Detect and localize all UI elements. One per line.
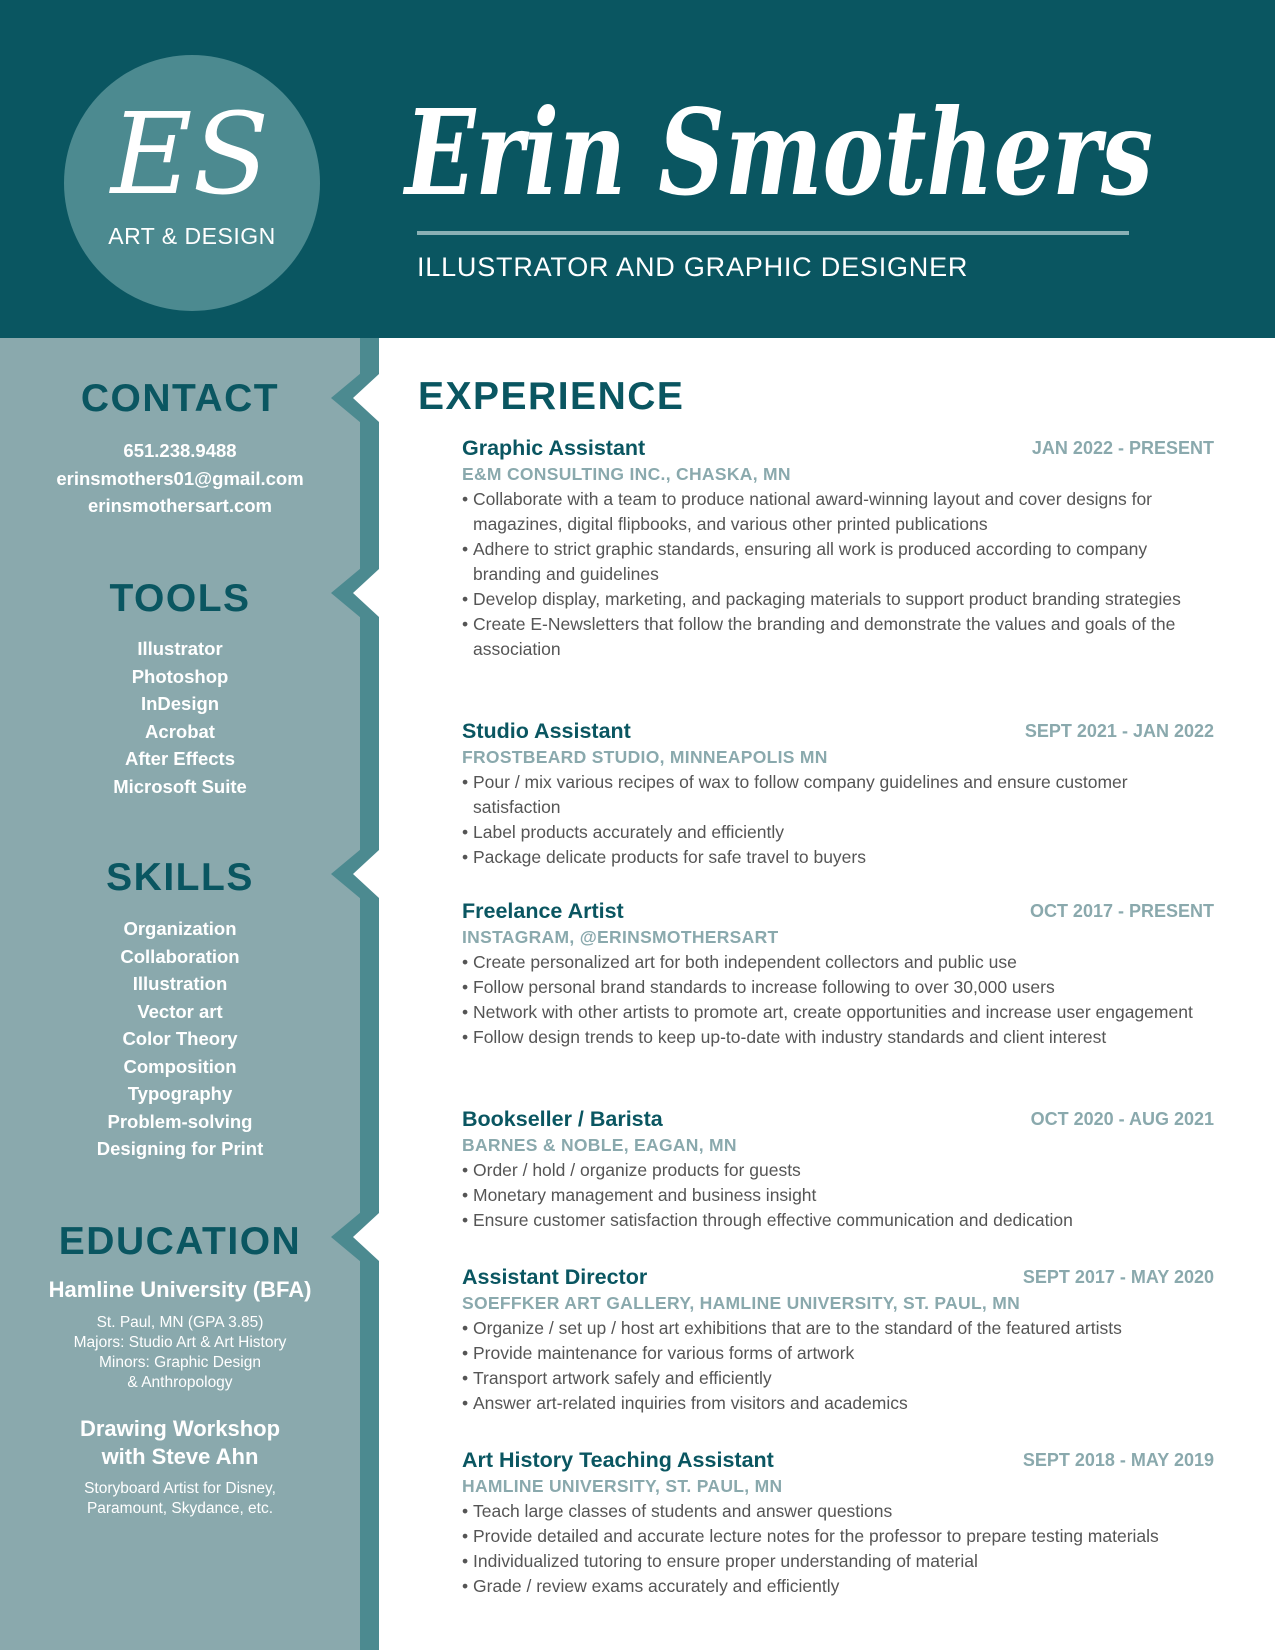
job-dates: OCT 2020 - AUG 2021 xyxy=(1030,1109,1214,1129)
logo-monogram-text: ES xyxy=(110,90,270,220)
tools-section xyxy=(0,579,360,800)
skill-item: Collaboration xyxy=(120,945,240,967)
skill-item: Organization xyxy=(123,918,237,939)
job-bullet: • Follow design trends to keep up-to-date with industry standards and client interest xyxy=(462,1025,1214,1050)
job-bullet: • Teach large classes of students and answer questions xyxy=(462,1499,1214,1524)
job-bullet: • Network with other artists to promote art, create opportunities and increase user engagement xyxy=(462,1000,1214,1025)
job-bullet: • Provide maintenance for various forms of artwork xyxy=(462,1341,1214,1366)
education-detail-line: Majors: Studio Art & Art History xyxy=(73,1334,287,1351)
contact-list xyxy=(0,437,360,520)
job-title: Bookseller / Barista xyxy=(462,1107,663,1131)
job-bullet: • Collaborate with a team to produce national award-winning layout and cover designs for magazines, digital flipbooks, and various other printed publications xyxy=(462,487,1214,537)
job-title: Freelance Artist xyxy=(462,899,624,923)
education-section xyxy=(0,1222,360,1519)
job-bullet: • Answer art-related inquiries from visitors and academics xyxy=(462,1391,1214,1416)
job-bullet: • Pour / mix various recipes of wax to follow company guidelines and ensure customer satisfaction xyxy=(462,770,1214,820)
contact-website: erinsmothersart.com xyxy=(87,495,273,516)
job-bullet: • Develop display, marketing, and packaging materials to support product branding strategies xyxy=(462,587,1214,612)
contact-email: erinsmothers01@gmail.com xyxy=(56,467,304,489)
education-detail-line: Minors: Graphic Design xyxy=(99,1354,261,1371)
skill-item: Designing for Print xyxy=(96,1138,264,1159)
job-dates: OCT 2017 - PRESENT xyxy=(1029,901,1214,921)
job-entry xyxy=(462,717,1214,870)
education-title: Hamline University (BFA) xyxy=(48,1277,312,1302)
education-heading: EDUCATION xyxy=(58,1220,302,1263)
job-dates: SEPT 2021 - JAN 2022 xyxy=(1024,721,1214,741)
skill-item: Composition xyxy=(123,1055,237,1077)
skill-item: Illustration xyxy=(132,973,228,994)
skill-item: Problem-solving xyxy=(107,1110,253,1132)
job-entry xyxy=(462,1263,1214,1416)
job-bullet: • Grade / review exams accurately and efficiently xyxy=(462,1574,1214,1599)
job-bullet: • Order / hold / organize products for guests xyxy=(462,1158,1214,1183)
skills-heading: SKILLS xyxy=(106,856,254,899)
skills-list xyxy=(0,915,360,1163)
job-entry xyxy=(462,434,1214,662)
contact-phone: 651.238.9488 xyxy=(123,440,237,461)
job-company: FROSTBEARD STUDIO, MINNEAPOLIS MN xyxy=(462,747,828,767)
education-entry xyxy=(0,1415,360,1519)
education-detail-line: St. Paul, MN (GPA 3.85) xyxy=(96,1314,264,1331)
job-bullet: • Provide detailed and accurate lecture notes for the professor to prepare testing materials xyxy=(462,1524,1214,1549)
experience-heading: EXPERIENCE xyxy=(418,375,685,418)
title-divider xyxy=(417,231,1129,235)
job-entry xyxy=(462,897,1214,1050)
job-bullet: • Transport artwork safely and efficiently xyxy=(462,1366,1214,1391)
skill-item: Typography xyxy=(127,1083,233,1104)
job-company: E&M CONSULTING INC., CHASKA, MN xyxy=(462,464,791,484)
education-details xyxy=(0,1313,360,1393)
education-detail-line: Storyboard Artist for Disney, xyxy=(84,1480,276,1497)
job-bullets xyxy=(462,1499,1214,1599)
skill-item: Vector art xyxy=(137,1000,223,1022)
tool-item: Illustrator xyxy=(137,638,223,659)
job-bullet: • Ensure customer satisfaction through effective communication and dedication xyxy=(462,1208,1214,1233)
skill-item: Color Theory xyxy=(122,1028,238,1049)
job-dates: SEPT 2018 - MAY 2019 xyxy=(1022,1450,1214,1470)
logo xyxy=(64,55,320,311)
job-company: INSTAGRAM, @ERINSMOTHERSART xyxy=(462,927,779,947)
skills-section xyxy=(0,858,360,1163)
job-entry xyxy=(462,1446,1214,1599)
job-bullets xyxy=(462,770,1214,870)
job-title: Graphic Assistant xyxy=(462,436,646,460)
education-details xyxy=(0,1479,360,1519)
tool-item: After Effects xyxy=(125,748,235,769)
job-bullet: • Follow personal brand standards to increase following to over 30,000 users xyxy=(462,975,1214,1000)
logo-tagline: ART & DESIGN xyxy=(108,223,276,249)
job-title: Assistant Director xyxy=(462,1265,648,1289)
logo-monogram xyxy=(64,55,320,311)
job-bullet: • Monetary management and business insight xyxy=(462,1183,1214,1208)
job-bullets xyxy=(462,1316,1214,1416)
contact-section xyxy=(0,379,360,520)
job-dates: JAN 2022 - PRESENT xyxy=(1031,438,1214,458)
job-bullet: • Label products accurately and efficiently xyxy=(462,820,1214,845)
tool-item: Microsoft Suite xyxy=(113,775,247,797)
job-dates: SEPT 2017 - MAY 2020 xyxy=(1022,1267,1214,1287)
tool-item: Acrobat xyxy=(145,720,215,742)
job-entry xyxy=(462,1105,1214,1233)
job-bullet: • Create E-Newsletters that follow the branding and demonstrate the values and goals of the association xyxy=(462,612,1214,662)
tool-item: Photoshop xyxy=(131,665,229,687)
name-text: Erin Smothers xyxy=(402,83,1153,222)
sidebar-edge xyxy=(360,338,379,1650)
job-bullet: • Individualized tutoring to ensure proper understanding of material xyxy=(462,1549,1214,1574)
education-title: Drawing Workshop xyxy=(79,1416,281,1441)
tools-heading: TOOLS xyxy=(109,577,251,620)
contact-heading: CONTACT xyxy=(80,377,280,420)
education-title: with Steve Ahn xyxy=(101,1444,259,1469)
job-bullet: • Adhere to strict graphic standards, ensuring all work is produced according to company branding and guidelines xyxy=(462,537,1214,587)
job-title: Art History Teaching Assistant xyxy=(462,1448,774,1472)
job-bullets xyxy=(462,487,1214,662)
job-bullet: • Create personalized art for both independent collectors and public use xyxy=(462,950,1214,975)
job-bullets xyxy=(462,950,1214,1050)
job-bullet: • Package delicate products for safe travel to buyers xyxy=(462,845,1214,870)
job-bullets xyxy=(462,1158,1214,1233)
job-title: Studio Assistant xyxy=(462,719,631,743)
tool-item: InDesign xyxy=(140,693,220,714)
education-detail-line: & Anthropology xyxy=(127,1374,233,1391)
job-company: BARNES & NOBLE, EAGAN, MN xyxy=(462,1135,737,1155)
job-company: SOEFFKER ART GALLERY, HAMLINE UNIVERSITY, ST. PAUL, MN xyxy=(462,1293,1021,1313)
education-detail-line: Paramount, Skydance, etc. xyxy=(86,1500,274,1517)
tools-list xyxy=(0,635,360,800)
job-bullet: • Organize / set up / host art exhibitions that are to the standard of the featured artists xyxy=(462,1316,1214,1341)
job-subtitle: ILLUSTRATOR AND GRAPHIC DESIGNER xyxy=(417,252,969,282)
job-company: HAMLINE UNIVERSITY, ST. PAUL, MN xyxy=(462,1476,783,1496)
header-banner xyxy=(0,0,1275,338)
name-heading xyxy=(402,70,1165,230)
education-entry xyxy=(0,1276,360,1393)
